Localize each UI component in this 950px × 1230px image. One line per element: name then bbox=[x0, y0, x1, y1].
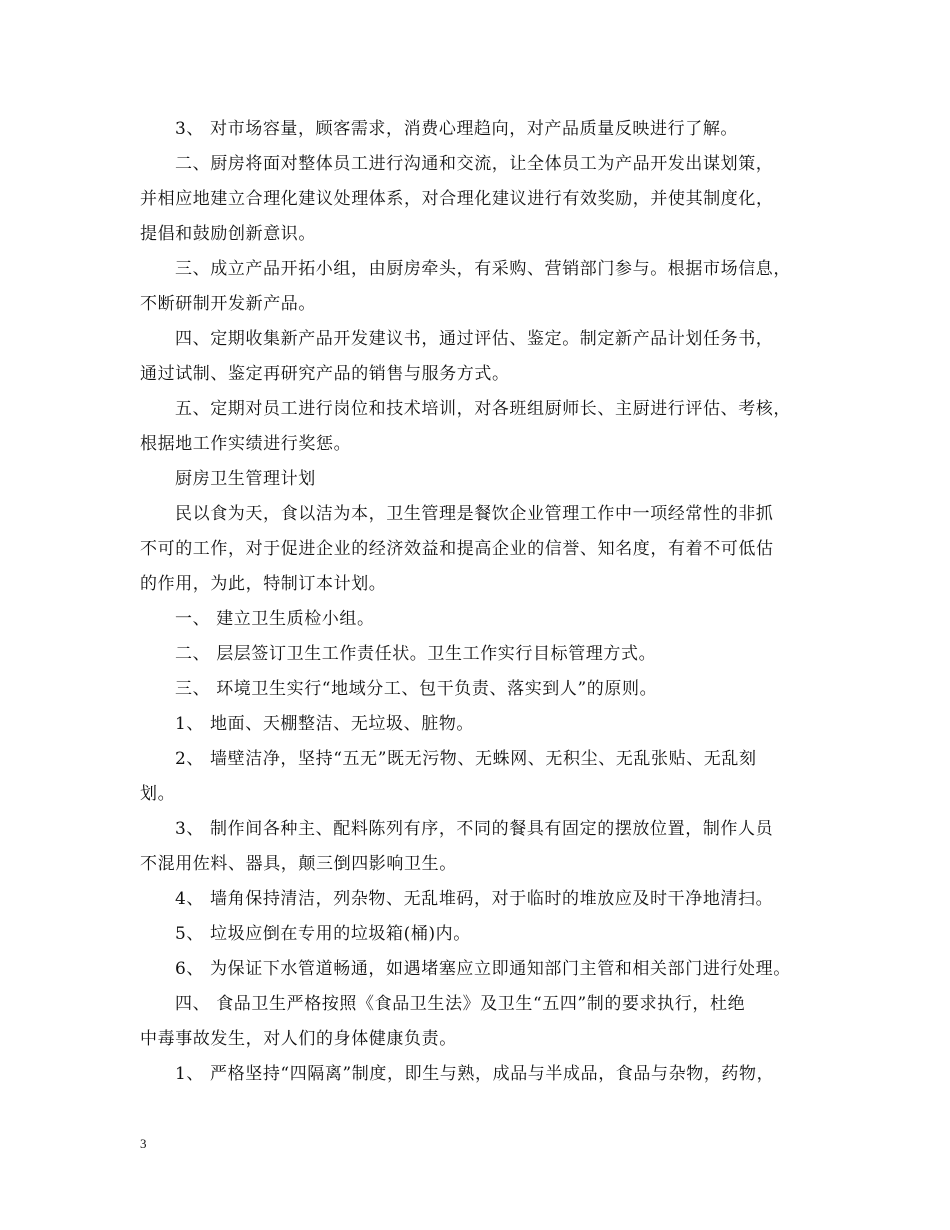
paragraph-line: 中毒事故发生，对人们的身体健康负责。 bbox=[140, 1029, 457, 1049]
paragraph-line: 根据地工作实绩进行奖惩。 bbox=[140, 434, 352, 454]
paragraph-line: 划。 bbox=[140, 784, 176, 804]
paragraph-line: 四、定期收集新产品开发建议书，通过评估、鉴定。制定新产品计划任务书， bbox=[175, 329, 774, 349]
paragraph-line: 三、成立产品开拓小组，由厨房牵头，有采购、营销部门参与。根据市场信息， bbox=[175, 259, 791, 279]
paragraph-line: 三、 环境卫生实行“地域分工、包干负责、落实到人”的原则。 bbox=[175, 679, 658, 699]
paragraph-line: 不可的工作，对于促进企业的经济效益和提高企业的信誉、知名度，有着不可低估 bbox=[140, 539, 774, 559]
paragraph-line: 2、 墙壁洁净，坚持“五无”既无污物、无蛛网、无积尘、无乱张贴、无乱刻 bbox=[175, 749, 757, 769]
page-number: 3 bbox=[140, 1136, 147, 1151]
paragraph-line: 的作用，为此，特制订本计划。 bbox=[140, 574, 387, 594]
paragraph-line: 二、 层层签订卫生工作责任状。卫生工作实行目标管理方式。 bbox=[175, 644, 657, 664]
paragraph-line: 四、 食品卫生严格按照《食品卫生法》及卫生“五四”制的要求执行，杜绝 bbox=[175, 994, 746, 1014]
section-heading: 厨房卫生管理计划 bbox=[175, 469, 316, 489]
paragraph-line: 一、 建立卫生质检小组。 bbox=[175, 609, 375, 629]
paragraph-line: 4、 墙角保持清洁，列杂物、无乱堆码，对于临时的堆放应及时干净地清扫。 bbox=[175, 889, 774, 909]
paragraph-line: 不断研制开发新产品。 bbox=[140, 294, 316, 314]
paragraph-line: 通过试制、鉴定再研究产品的销售与服务方式。 bbox=[140, 364, 510, 384]
paragraph-line: 五、定期对员工进行岗位和技术培训，对各班组厨师长、主厨进行评估、考核， bbox=[175, 399, 791, 419]
paragraph-line: 并相应地建立合理化建议处理体系，对合理化建议进行有效奖励，并使其制度化， bbox=[140, 189, 774, 209]
paragraph-line: 6、 为保证下水管道畅通，如遇堵塞应立即通知部门主管和相关部门进行处理。 bbox=[175, 959, 791, 979]
paragraph-line: 1、 地面、天棚整洁、无垃圾、脏物。 bbox=[175, 714, 475, 734]
paragraph-line: 3、 制作间各种主、配料陈列有序，不同的餐具有固定的摆放位置，制作人员 bbox=[175, 819, 774, 839]
paragraph-line: 提倡和鼓励创新意识。 bbox=[140, 224, 316, 244]
paragraph-line: 民以食为天，食以洁为本，卫生管理是餐饮企业管理工作中一项经常性的非抓 bbox=[175, 504, 774, 524]
paragraph-line: 5、 垃圾应倒在专用的垃圾箱(桶)内。 bbox=[175, 924, 471, 944]
paragraph-line: 3、 对市场容量，顾客需求，消费心理趋向，对产品质量反映进行了解。 bbox=[175, 119, 739, 139]
paragraph-line: 1、 严格坚持“四隔离”制度，即生与熟，成品与半成品，食品与杂物，药物， bbox=[175, 1064, 775, 1084]
paragraph-line: 不混用佐料、器具，颠三倒四影响卫生。 bbox=[140, 854, 457, 874]
paragraph-line: 二、厨房将面对整体员工进行沟通和交流，让全体员工为产品开发出谋划策， bbox=[175, 154, 774, 174]
